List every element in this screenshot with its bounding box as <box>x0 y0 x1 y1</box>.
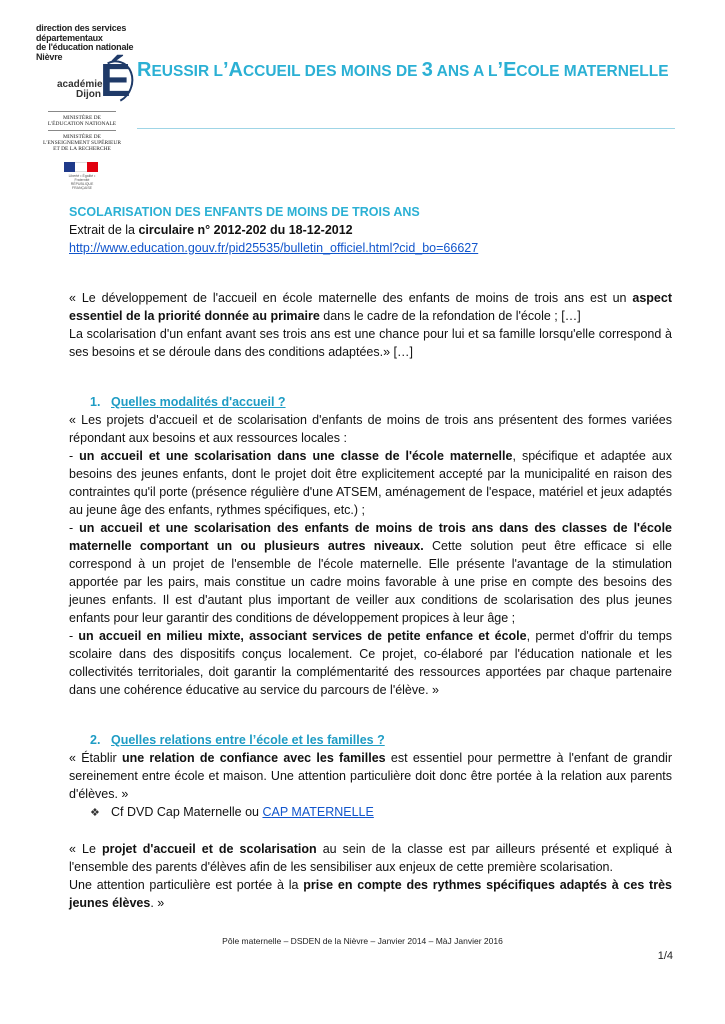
cap-maternelle-link[interactable]: CAP MATERNELLE <box>262 805 374 819</box>
dash: - <box>69 449 80 463</box>
text-run: Cf DVD Cap Maternelle ou <box>111 805 263 819</box>
title-part: ANS A L <box>432 63 498 80</box>
title-part: COLE MATERNELLE <box>516 63 669 80</box>
logo-divider <box>48 130 116 131</box>
source-link-line <box>69 239 672 257</box>
text-run: dans le cadre de la refondation de l'école ; […] <box>319 309 581 323</box>
ministere-line: ET DE LA RECHERCHE <box>53 146 111 152</box>
document-body <box>69 203 672 912</box>
extract-prefix: Extrait de la <box>69 223 139 237</box>
paragraph <box>69 749 672 803</box>
text-run: « Établir <box>69 751 122 765</box>
ministere-enseignement <box>36 134 128 152</box>
bold-run: une relation de confiance avec les familles <box>121 751 386 765</box>
flag-stripe <box>75 162 86 172</box>
page-footer: Pôle maternelle – DSDEN de la Nièvre – Janvier 2014 – MàJ Janvier 2016 <box>222 936 503 946</box>
bold-run: projet d'accueil et de scolarisation <box>101 842 317 856</box>
academie-line: académie <box>57 79 103 90</box>
text-run: , permet d'offrir du temps scolaire dans des dispositifs conçus localement. Ce projet, co-élaboré par l'éducation nationale et les collectivités territoriales, doit garantir la complémentarité des ressources apportées par chaque partenaire dans une cohérence éducative au service du parcours de l'élève. » <box>69 629 673 697</box>
text-run: . » <box>150 896 165 910</box>
bold-run: prise en compte des rythmes spécifiques adaptés à ces très jeunes élèves <box>69 878 672 910</box>
list-item <box>69 519 672 627</box>
republique-text <box>62 174 102 190</box>
bold-run: un accueil et une scolarisation dans une classe de l'école maternelle <box>79 449 513 463</box>
source-link[interactable]: http://www.education.gouv.fr/pid25535/bulletin_officiel.html?cid_bo=66627 <box>69 241 479 255</box>
rf-line: RÉPUBLIQUE FRANÇAISE <box>70 182 94 190</box>
list-item <box>69 627 672 699</box>
quote-paragraph <box>69 289 672 325</box>
title-part: EUSSIR L <box>151 63 223 80</box>
org-line: direction des services <box>36 23 127 33</box>
org-line: de l'éducation nationale <box>36 42 134 52</box>
ministere-line: L'ÉDUCATION NATIONALE <box>47 121 117 127</box>
bold-run: un accueil en milieu mixte, associant services de petite enfance et école <box>78 629 527 643</box>
title-part: ’E <box>497 59 517 81</box>
list-item <box>69 447 672 519</box>
section-title: SCOLARISATION DES ENFANTS DE MOINS DE TROIS ANS <box>69 205 420 219</box>
heading-number: 1. <box>90 395 101 409</box>
text-run: « Le <box>69 842 102 856</box>
heading-text: Quelles relations entre l’école et les familles ? <box>111 733 385 747</box>
text-run: « Le développement de l'accueil en école maternelle des enfants de moins de trois ans est un <box>69 291 633 305</box>
quote-paragraph: La scolarisation d'un enfant avant ses trois ans est une chance pour lui et sa famille lorsqu'elle correspond à ses besoins et se déroule dans des conditions adaptées.» […] <box>69 327 672 359</box>
circulaire-reference: circulaire n° 2012-202 du 18-12-2012 <box>138 223 353 237</box>
ministere-line: L'ENSEIGNEMENT SUPÉRIEUR <box>42 140 122 146</box>
bold-run: un accueil et une scolarisation des enfants de moins de trois ans dans des classes de l'école maternelle comportant un ou plusieurs autres niveaux. <box>69 521 672 553</box>
flag-stripe <box>64 162 75 172</box>
title-part: R <box>137 59 152 81</box>
paragraph <box>69 840 672 876</box>
bullet-item <box>69 803 672 822</box>
academie-line: Dijon <box>76 89 101 100</box>
bold-run: aspect essentiel de la priorité donnée au primaire <box>69 291 672 323</box>
paragraph <box>69 876 672 912</box>
flag-stripe <box>87 162 98 172</box>
diamond-bullet-icon: ❖ <box>90 807 100 819</box>
text-run: Cette solution peut être efficace si elle correspond à un projet de l'ensemble de l'école maternelle. Elle présente l'avantage de la stimulation apportée par les pairs, mais constitue un cadre moins favorable à une prise en compte des besoins des jeunes enfants. Il est d'autant plus important de veiller aux conditions de scolarisation des plus jeunes enfants pour leur garantir des conditions de développement propices à leur âge ; <box>69 539 672 625</box>
text-run: , spécifique et adaptée aux besoins des jeunes enfants, dont le projet doit être explicitement accepté par la municipalité en raison des contraintes qu'il porte (présence régulière d'une ATSEM, aménagement de l'espace, matériel et jeux adaptés au jeune âge des enfants, rythmes spécifiques, etc.) ; <box>69 449 672 517</box>
section-heading-1 <box>69 393 672 411</box>
page-number: 1/4 <box>657 950 673 962</box>
academie-logo-icon: É <box>100 54 131 106</box>
title-underline <box>137 128 675 129</box>
text-run: au sein de la classe est par ailleurs présenté et expliqué à l'ensemble des parents d'élèves afin de les sensibiliser aux enjeux de cette première scolarisation. <box>69 842 672 874</box>
title-part: CCUEIL DES MOINS DE <box>242 63 422 80</box>
extract-line <box>69 221 672 239</box>
title-part: 3 <box>421 59 433 81</box>
org-line: Nièvre <box>36 51 63 62</box>
ministere-line: MINISTÈRE DE <box>62 134 102 140</box>
title-part: ’A <box>222 59 243 81</box>
dash: - <box>69 521 80 535</box>
heading-number: 2. <box>90 733 101 747</box>
section-heading-2 <box>69 731 672 749</box>
rf-line: Liberté • Égalité • Fraternité <box>68 174 96 182</box>
paragraph: « Les projets d'accueil et de scolarisation d'enfants de moins de trois ans présentent des formes variées répondant aux besoins et aux ressources locales : <box>69 413 672 445</box>
heading-text: Quelles modalités d'accueil ? <box>111 395 286 409</box>
logo-divider <box>48 111 116 112</box>
text-run: Une attention particulière est portée à la <box>69 878 304 892</box>
org-line: départementaux <box>36 32 103 43</box>
ministere-education <box>36 115 128 127</box>
dash: - <box>69 629 79 643</box>
text-run: est essentiel pour permettre à l'enfant de grandir sereinement entre école et maison. Une attention particulière doit donc être portée à la relation aux parents d'élèves. » <box>69 751 672 801</box>
document-title <box>137 58 677 84</box>
ministere-line: MINISTÈRE DE <box>62 115 102 121</box>
republique-flag-icon <box>64 162 98 172</box>
